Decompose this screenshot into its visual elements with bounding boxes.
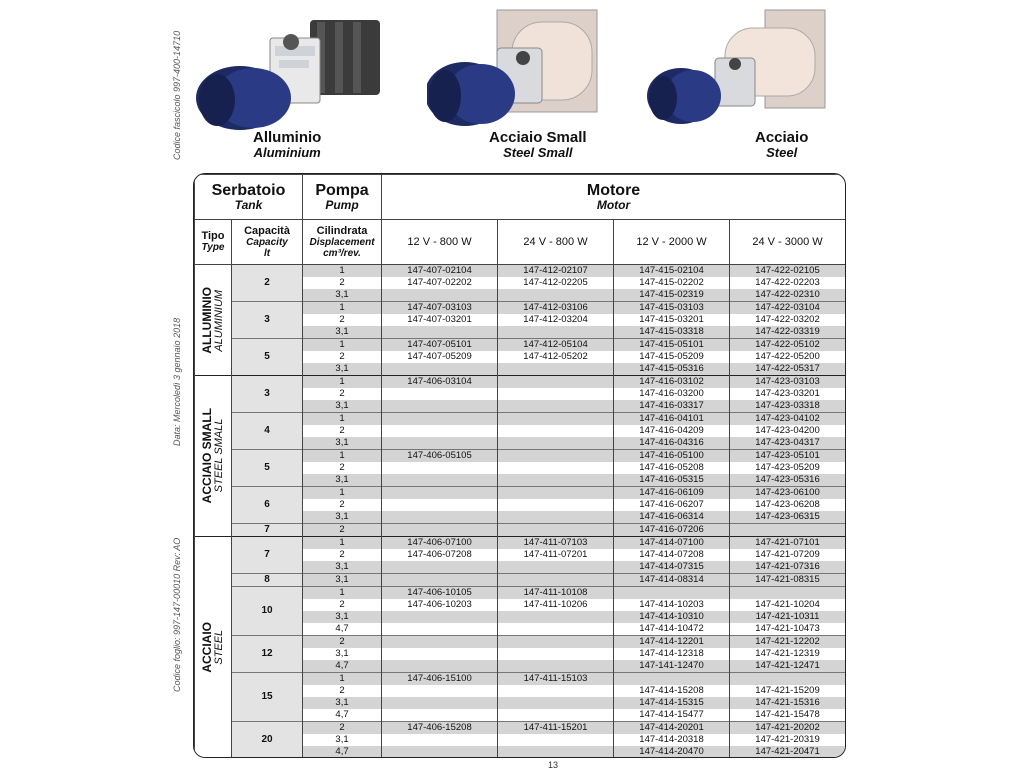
part-code-cell: 147-412-03204: [498, 314, 614, 326]
displacement-cell: 2: [303, 425, 382, 437]
capacity-cell: 7: [232, 537, 303, 574]
part-code-cell: 147-412-03106: [498, 302, 614, 315]
part-code-cell: 147-416-06314: [614, 511, 730, 524]
part-code-cell: [382, 499, 498, 511]
capacity-cell: 15: [232, 673, 303, 722]
table-row: [195, 722, 846, 735]
part-code-cell: [382, 685, 498, 697]
displacement-cell: 3,1: [303, 400, 382, 413]
part-code-cell: [382, 363, 498, 376]
part-code-cell: 147-414-20470: [614, 746, 730, 758]
part-code-cell: [382, 611, 498, 623]
part-code-cell: [382, 474, 498, 487]
steel-small-caption: Acciaio Small Steel Small: [489, 129, 587, 160]
displacement-cell: 2: [303, 685, 382, 697]
displacement-cell: 2: [303, 351, 382, 363]
motor-col-24v-3000w: 24 V - 3000 W: [730, 220, 846, 265]
part-code-cell: 147-414-10203: [614, 599, 730, 611]
part-code-cell: 147-416-05208: [614, 462, 730, 474]
table-row: [195, 524, 846, 537]
part-code-cell: [498, 400, 614, 413]
part-code-cell: 147-422-05200: [730, 351, 846, 363]
part-code-cell: 147-411-15103: [498, 673, 614, 686]
part-code-cell: 147-414-07208: [614, 549, 730, 561]
part-code-cell: 147-416-06109: [614, 487, 730, 500]
part-code-cell: 147-422-03319: [730, 326, 846, 339]
part-code-cell: [498, 734, 614, 746]
part-code-cell: 147-406-07100: [382, 537, 498, 550]
product-code-table: [194, 174, 846, 758]
part-code-cell: 147-421-12202: [730, 636, 846, 649]
part-code-cell: [498, 574, 614, 587]
part-code-cell: [498, 425, 614, 437]
part-code-cell: [382, 574, 498, 587]
type-header: Tipo Type: [195, 220, 232, 265]
side-note-sheet-code: Codice foglio: 997-147-00010 Rev: AO: [172, 537, 182, 692]
part-code-cell: [498, 648, 614, 660]
displacement-cell: 2: [303, 722, 382, 735]
part-code-cell: 147-421-10204: [730, 599, 846, 611]
capacity-cell: 2: [232, 265, 303, 302]
part-code-cell: 147-423-03318: [730, 400, 846, 413]
part-code-cell: [382, 437, 498, 450]
part-code-cell: 147-407-03201: [382, 314, 498, 326]
part-code-cell: 147-415-05209: [614, 351, 730, 363]
displacement-cell: 2: [303, 524, 382, 537]
part-code-cell: [498, 450, 614, 463]
displacement-cell: 2: [303, 462, 382, 474]
part-code-cell: 147-415-02319: [614, 289, 730, 302]
part-code-cell: [498, 746, 614, 758]
part-code-cell: [382, 697, 498, 709]
displacement-cell: 1: [303, 587, 382, 600]
part-code-cell: 147-407-02202: [382, 277, 498, 289]
part-code-cell: [498, 437, 614, 450]
page-number: 13: [548, 760, 559, 770]
displacement-cell: 2: [303, 499, 382, 511]
part-code-cell: 147-421-15478: [730, 709, 846, 722]
part-code-cell: [498, 561, 614, 574]
product-table-frame: [193, 173, 846, 758]
displacement-cell: 1: [303, 413, 382, 426]
displacement-cell: 3,1: [303, 437, 382, 450]
part-code-cell: 147-416-03317: [614, 400, 730, 413]
part-code-cell: 147-406-10203: [382, 599, 498, 611]
displacement-cell: 4,7: [303, 623, 382, 636]
table-row: [195, 302, 846, 315]
part-code-cell: 147-421-07101: [730, 537, 846, 550]
part-code-cell: 147-414-07100: [614, 537, 730, 550]
part-code-cell: 147-406-07208: [382, 549, 498, 561]
displacement-cell: 3,1: [303, 734, 382, 746]
capacity-cell: 6: [232, 487, 303, 524]
part-code-cell: [382, 511, 498, 524]
part-code-cell: 147-416-05315: [614, 474, 730, 487]
part-code-cell: 147-416-04101: [614, 413, 730, 426]
displacement-cell: 2: [303, 388, 382, 400]
part-code-cell: [498, 289, 614, 302]
side-note-date: Data: Mercoledì 3 gennaio 2018: [172, 317, 182, 446]
part-code-cell: [498, 388, 614, 400]
table-row: [195, 587, 846, 600]
part-code-cell: [730, 673, 846, 686]
part-code-cell: 147-421-10473: [730, 623, 846, 636]
part-code-cell: 147-421-07209: [730, 549, 846, 561]
part-code-cell: [498, 660, 614, 673]
part-code-cell: [382, 660, 498, 673]
displacement-cell: 3,1: [303, 648, 382, 660]
part-code-cell: 147-411-15201: [498, 722, 614, 735]
part-code-cell: 147-406-05105: [382, 450, 498, 463]
part-code-cell: [382, 709, 498, 722]
part-code-cell: 147-422-02105: [730, 265, 846, 278]
part-code-cell: 147-415-02104: [614, 265, 730, 278]
part-code-cell: 147-416-06207: [614, 499, 730, 511]
part-code-cell: 147-421-20471: [730, 746, 846, 758]
part-code-cell: 147-415-05316: [614, 363, 730, 376]
capacity-cell: 7: [232, 524, 303, 537]
part-code-cell: 147-416-03102: [614, 376, 730, 389]
part-code-cell: 147-421-10311: [730, 611, 846, 623]
displacement-cell: 2: [303, 636, 382, 649]
motor-col-24v-800w: 24 V - 800 W: [498, 220, 614, 265]
part-code-cell: [498, 511, 614, 524]
part-code-cell: 147-407-05209: [382, 351, 498, 363]
table-row: [195, 487, 846, 500]
aluminium-unit-image: [195, 8, 385, 160]
part-code-cell: [382, 734, 498, 746]
tank-header: Serbatoio Tank: [195, 175, 303, 220]
part-code-cell: 147-412-05104: [498, 339, 614, 352]
part-code-cell: 147-416-04209: [614, 425, 730, 437]
steel-small-unit-image: [427, 8, 617, 160]
displacement-cell: 3,1: [303, 474, 382, 487]
motor-col-12v-800w: 12 V - 800 W: [382, 220, 498, 265]
table-row: [195, 413, 846, 426]
table-row: [195, 339, 846, 352]
part-code-cell: [382, 326, 498, 339]
part-code-cell: 147-416-05100: [614, 450, 730, 463]
capacity-cell: 5: [232, 339, 303, 376]
part-code-cell: [382, 289, 498, 302]
family-label: ALLUMINIO ALUMINIUM: [195, 265, 232, 376]
part-code-cell: 147-414-10310: [614, 611, 730, 623]
part-code-cell: 147-423-04102: [730, 413, 846, 426]
part-code-cell: [498, 499, 614, 511]
table-row: [195, 265, 846, 278]
part-code-cell: 147-406-15100: [382, 673, 498, 686]
part-code-cell: [498, 623, 614, 636]
part-code-cell: [382, 648, 498, 660]
part-code-cell: [382, 425, 498, 437]
part-code-cell: 147-422-05317: [730, 363, 846, 376]
part-code-cell: [498, 611, 614, 623]
product-images: [195, 8, 845, 168]
part-code-cell: 147-414-12201: [614, 636, 730, 649]
part-code-cell: [498, 709, 614, 722]
capacity-cell: 5: [232, 450, 303, 487]
part-code-cell: 147-422-03104: [730, 302, 846, 315]
part-code-cell: 147-421-12319: [730, 648, 846, 660]
side-note-file-code: Codice fascicolo 997-400-14710: [172, 30, 182, 160]
part-code-cell: 147-406-03104: [382, 376, 498, 389]
part-code-cell: 147-423-06315: [730, 511, 846, 524]
part-code-cell: 147-415-03318: [614, 326, 730, 339]
table-row: [195, 450, 846, 463]
part-code-cell: [614, 587, 730, 600]
part-code-cell: 147-423-03103: [730, 376, 846, 389]
part-code-cell: 147-421-07316: [730, 561, 846, 574]
displacement-cell: 1: [303, 450, 382, 463]
part-code-cell: 147-423-05209: [730, 462, 846, 474]
table-row: [195, 636, 846, 649]
displacement-cell: 1: [303, 376, 382, 389]
part-code-cell: 147-415-03201: [614, 314, 730, 326]
part-code-cell: 147-421-20319: [730, 734, 846, 746]
part-code-cell: 147-423-04317: [730, 437, 846, 450]
part-code-cell: 147-411-10108: [498, 587, 614, 600]
capacity-cell: 10: [232, 587, 303, 636]
displacement-cell: 3,1: [303, 363, 382, 376]
table-row: [195, 537, 846, 550]
part-code-cell: [382, 561, 498, 574]
part-code-cell: [498, 376, 614, 389]
capacity-cell: 20: [232, 722, 303, 759]
part-code-cell: 147-423-05316: [730, 474, 846, 487]
part-code-cell: 147-422-03202: [730, 314, 846, 326]
capacity-cell: 3: [232, 302, 303, 339]
part-code-cell: [498, 413, 614, 426]
part-code-cell: 147-416-07206: [614, 524, 730, 537]
part-code-cell: 147-414-12318: [614, 648, 730, 660]
part-code-cell: 147-423-06100: [730, 487, 846, 500]
part-code-cell: 147-411-07201: [498, 549, 614, 561]
part-code-cell: 147-411-10206: [498, 599, 614, 611]
part-code-cell: [382, 746, 498, 758]
part-code-cell: 147-414-08314: [614, 574, 730, 587]
part-code-cell: 147-414-10472: [614, 623, 730, 636]
aluminium-caption: Alluminio Aluminium: [253, 129, 322, 160]
part-code-cell: 147-414-15477: [614, 709, 730, 722]
part-code-cell: [382, 524, 498, 537]
displacement-cell: 1: [303, 302, 382, 315]
part-code-cell: 147-423-05101: [730, 450, 846, 463]
displacement-cell: 3,1: [303, 511, 382, 524]
table-row: [195, 376, 846, 389]
part-code-cell: 147-415-02202: [614, 277, 730, 289]
family-label: ACCIAIO STEEL: [195, 537, 232, 759]
capacity-cell: 8: [232, 574, 303, 587]
capacity-header: Capacità Capacity lt: [232, 220, 303, 265]
part-code-cell: 147-414-15315: [614, 697, 730, 709]
part-code-cell: [498, 326, 614, 339]
part-code-cell: [382, 487, 498, 500]
part-code-cell: 147-423-06208: [730, 499, 846, 511]
displacement-cell: 4,7: [303, 746, 382, 758]
part-code-cell: 147-415-03103: [614, 302, 730, 315]
pump-header: Pompa Pump: [303, 175, 382, 220]
table-row: [195, 673, 846, 686]
part-code-cell: 147-414-15208: [614, 685, 730, 697]
part-code-cell: 147-416-04316: [614, 437, 730, 450]
part-code-cell: [498, 462, 614, 474]
part-code-cell: 147-422-05102: [730, 339, 846, 352]
displacement-cell: 2: [303, 549, 382, 561]
displacement-cell: 1: [303, 673, 382, 686]
part-code-cell: 147-415-05101: [614, 339, 730, 352]
displacement-cell: 1: [303, 265, 382, 278]
capacity-cell: 4: [232, 413, 303, 450]
part-code-cell: 147-414-20201: [614, 722, 730, 735]
displacement-cell: 1: [303, 537, 382, 550]
family-label: ACCIAIO SMALL STEEL SMALL: [195, 376, 232, 537]
table-body: [195, 265, 846, 759]
part-code-cell: 147-423-04200: [730, 425, 846, 437]
part-code-cell: 147-414-20318: [614, 734, 730, 746]
part-code-cell: [382, 413, 498, 426]
steel-unit-image: [645, 8, 835, 160]
part-code-cell: 147-406-10105: [382, 587, 498, 600]
part-code-cell: 147-421-15209: [730, 685, 846, 697]
part-code-cell: [382, 400, 498, 413]
part-code-cell: 147-421-15316: [730, 697, 846, 709]
part-code-cell: 147-416-03200: [614, 388, 730, 400]
part-code-cell: [382, 623, 498, 636]
part-code-cell: 147-422-02310: [730, 289, 846, 302]
part-code-cell: 147-412-05202: [498, 351, 614, 363]
part-code-cell: 147-421-08315: [730, 574, 846, 587]
displacement-cell: 3,1: [303, 289, 382, 302]
part-code-cell: 147-406-15208: [382, 722, 498, 735]
part-code-cell: [498, 363, 614, 376]
part-code-cell: 147-423-03201: [730, 388, 846, 400]
steel-caption: Acciaio Steel: [755, 129, 809, 160]
displacement-cell: 2: [303, 277, 382, 289]
displacement-cell: 3,1: [303, 574, 382, 587]
displacement-cell: 3,1: [303, 326, 382, 339]
displacement-cell: 1: [303, 487, 382, 500]
part-code-cell: 147-421-12471: [730, 660, 846, 673]
displacement-cell: 1: [303, 339, 382, 352]
capacity-cell: 12: [232, 636, 303, 673]
displacement-cell: 2: [303, 599, 382, 611]
capacity-cell: 3: [232, 376, 303, 413]
part-code-cell: 147-407-05101: [382, 339, 498, 352]
part-code-cell: [382, 388, 498, 400]
displacement-cell: 4,7: [303, 660, 382, 673]
part-code-cell: 147-422-02203: [730, 277, 846, 289]
part-code-cell: 147-407-03103: [382, 302, 498, 315]
motor-header: Motore Motor: [382, 175, 846, 220]
part-code-cell: 147-411-07103: [498, 537, 614, 550]
part-code-cell: 147-412-02205: [498, 277, 614, 289]
part-code-cell: [382, 636, 498, 649]
part-code-cell: 147-412-02107: [498, 265, 614, 278]
motor-col-12v-2000w: 12 V - 2000 W: [614, 220, 730, 265]
displacement-header: Cilindrata Displacement cm³/rev.: [303, 220, 382, 265]
part-code-cell: 147-407-02104: [382, 265, 498, 278]
displacement-cell: 3,1: [303, 697, 382, 709]
part-code-cell: [498, 636, 614, 649]
part-code-cell: [498, 524, 614, 537]
part-code-cell: 147-421-20202: [730, 722, 846, 735]
part-code-cell: [730, 587, 846, 600]
part-code-cell: 147-141-12470: [614, 660, 730, 673]
part-code-cell: [498, 685, 614, 697]
part-code-cell: [382, 462, 498, 474]
part-code-cell: [730, 524, 846, 537]
displacement-cell: 4,7: [303, 709, 382, 722]
part-code-cell: [614, 673, 730, 686]
part-code-cell: [498, 697, 614, 709]
table-row: [195, 574, 846, 587]
displacement-cell: 3,1: [303, 561, 382, 574]
part-code-cell: [498, 474, 614, 487]
part-code-cell: 147-414-07315: [614, 561, 730, 574]
displacement-cell: 2: [303, 314, 382, 326]
displacement-cell: 3,1: [303, 611, 382, 623]
part-code-cell: [498, 487, 614, 500]
